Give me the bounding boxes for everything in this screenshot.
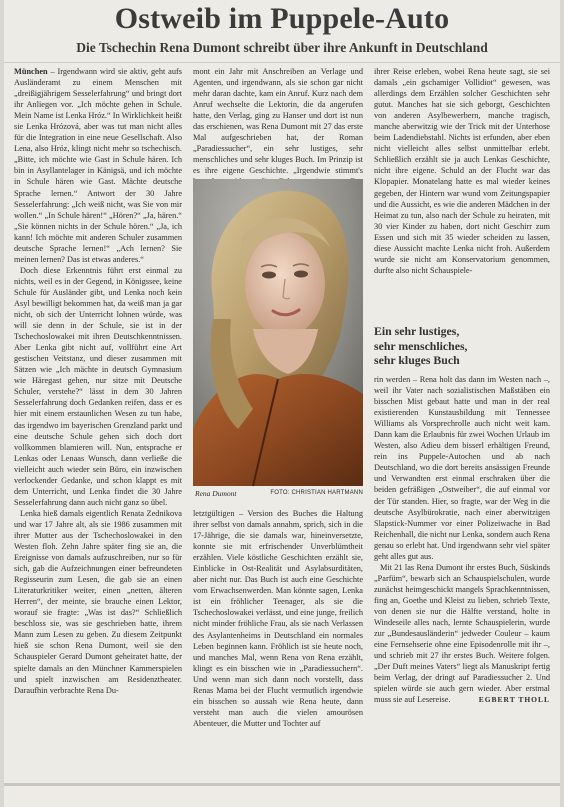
article-column-3-bottom [374,374,550,784]
paragraph: rin werden – Rena holt das dann im Westen nach –, weil ihr Vater nach sozialistischen Maßstäben ein bisschen Mist gebaut hatte und man in der real existierenden Kunstausbildung mit Tennessee Williams als Vorsprechrolle auch nicht weit kam. Dann kam die Erlaubnis für zwei Wochen Urlaub im Westen, also Adieu dem bisserl erhältigen Freund, rein ins Puppele-Autochen und ab nach Deutschland, wo die dort bereits ansässigen Freunde und Verwandten erst einmal erschraken über die beiden gefräßigen „Ostweiber“, die auf einmal vor der Tür standen. Hier, so fragte, war der Weg in die deutsche Asylbürokratie, nach einer aberwitzigen Slapstick-Nummer vor einer Polizeiwache in Bad Reichenhall, die nicht nur Lenka, sondern auch Rena genau so erlebt hat. Und irgendwann sehr viel später geht alles gut aus. [374,375,550,561]
photo-credit: FOTO: CHRISTIAN HARTMANN [270,490,363,496]
paragraph: mont ein Jahr mit Anschreiben an Verlage und Agenten, und irgendwann, als sie schon gar nicht mehr daran dachte, kam ein Anruf. Kurz nach dem Anruf wechselte die Lektorin, die da angerufen hatte, den Verlag, ging zu Hanser und dort ist nun das erschienen, was Rena Dumont mit 27 das erste Mal aufgeschrieben hat, der Roman „Paradiessucher“, ein sehr lustiges, sehr menschliches und sehr kluges Buch. Im Prinzip ist es ihre eigene Geschichte. „Irgendwie stimmt's [193,67,363,176]
article-column-1 [14,66,182,782]
subheadline: Die Tschechin Rena Dumont schreibt über ihre Ankunft in Deutschland [76,40,488,55]
article-column-3-top [374,66,550,306]
fold-line [4,62,560,63]
pull-quote-line: sehr menschliches, [374,338,468,353]
paragraph: letztgültigen – Version des Buches die Haltung ihrer selbst von damals annahm, sprich, sich in die 17-Jährige, die sie damals war, hineinversetzte, konnte sie mit erfrischender Unverblümtheit erzählen. Viele köstliche Geschichten erzählt sie, Einblicke in Ost-Realität und Asylabsurditäten, aber nicht nur. Das Buch ist auch eine Geschichte vom Erwachsenwerden. Man könnte sagen, Lenka ist ein fröhlicher Teenager, als sie die Tschechoslowakei verlässt, und eine junge, freilich nicht minder fröhliche Frau, als sie nach Verlassen des Asylantenheims in Deutschland ein normales Leben beginnen kann. Fröhlich ist sie heute noch, und manches Mal, wenn Rena von Rena erzählt, klingt es ein bisschen wie in „Paradiessuchern“. Und wenn man sich dann noch vorstellt, dass Renas Mama bei der Flucht vermutlich irgendwie ein bisschen so aussah wie Rena heute, dann versteht man auch die vielen amourösen Abenteuer, die Mutter und Tochter auf [193,509,363,728]
page-edge [4,783,560,786]
dateline: München [14,67,48,76]
pull-quote-line: sehr kluges Buch [374,353,460,367]
paragraph: Lenka hieß damals eigentlich Renata Zednikova und war 17 Jahre alt, als sie 1986 zusammen mit ihrer Mutter aus der Tschechoslowakei in den Westen floh. Zehn Jahre später fing sie an, die Ereignisse von damals aufzuschreiben, nur so für sich, gab die Aufzeichnungen einer befreundeten Regisseurin zum Lesen, die gab sie an einen Literaturkritiker weiter, einen „netten, älteren Herren“, der meinte, sie brauche einen Lektor, worauf sie fragte: „Was ist das?“ Schließlich beschloss sie, was sie geschrieben hatte, ihrem Mann zum Lesen zu geben. Zu diesem Zeitpunkt hieß sie schon Rena Dumont, weil sie den Schauspieler Gerard Dumont geheiratet hatte, der spielte damals an den Münchner Kammerspielen und spielt inzwischen am Residenztheater. Daraufhin verbrachte Rena Du- [14,508,182,695]
article-column-2-top [193,66,363,174]
paragraph: Doch diese Erkenntnis führt erst einmal zu nichts, weil es in der Gegend, in Königssee, keine Schule für Ausländer gibt, und Lenka noch kein Asyl bewilligt bekommen hat, da weiß man ja gar nicht, ob sich der Unterricht lohnen würde, was will sie denn in der Schule, sie ist in der Tschechoslowakei mit ihren Deutschkenntnissen. Aber Lenka gibt nicht auf, vollführt eine Art gestischen Veitstanz, und dieser zusammen mit Sätzen wie „Ich mächte in deutsch Gymnasium wie Häregast gehen, nur sitze mit Deutsche Schuler, verstehe?“ lässt in dem 30 Jahren Sesselerfahrung doch Gedanken reifen, dass er es hier mit einem erstaunlichen Wesen zu tun habe, das irgendwo im bayerischen Grenzland parkt und eine deutsche Schule gehen sich doch dort vollkommen blamieren will. Nun, entsprache er Lenkas oder Lenaas Wunsch, dann verließe die vielleicht auch wieder sein Büro, ein inzwischen verlockender Gedanke, und schon klappt es mit dem Unterricht, und Lenka findet die 30 Jahre Sesselerfahrung dann auch nicht ganz so übel. [14,265,182,507]
paragraph-text: – Irgendwann wird sie aktiv, geht aufs Ausländeramt zu einem Menschen mit „dreißigjährigem Sesselerfahrung“ und bringt dort ihr Anliegen vor. „Ich möchte gehen in Schule. Mein Name ist Lenka Hróz.“ In Wirklichkeit heißt sie Lenka Hrózová, aber was tut man nicht alles für die Integration in eine neue Gesellschaft. Also Lena, also Hróz, klingt nicht mehr so tschechisch. „Bitte, ich möchte wie Gast in Schule hären. Ich bin in Asyllantelager in Känigsä, und ich möchte in Schule hären wie Gast. Mächte deutsche Sprache lernen.“ Antwort der 30 Jahre Sesselerfahrung: „Ich weiß nicht, was Sie von mir wollen.“ „In Schule hären!“ „Hören?“ „Ja, hären.“ „Sie können nichts in der Schule hören.“ „Ja, ich kann! Ich möchte mit anderen Schuler zusammen deutsche Sprache lernen!“ „Ach lernen? Sie meinen lernen? Das ist etwas anderes.“ [14,67,182,264]
photo-caption [193,489,363,501]
article-column-2-bottom [193,508,363,780]
portrait-image [193,179,363,486]
paragraph [14,66,182,265]
portrait-photo [193,179,363,486]
paragraph-text: Mit 21 las Rena Dumont ihr erstes Buch, Süskinds „Parfüm“, bewarb sich an Schauspielschulen, wurde zunächst heimgeschickt mangels Sprachkenntnissen, fing an, Goethe und Kleist zu lieben, schrieb Texte, von denen sie nur die Hälfte verstand, holte in Windeseile alles nach, lernte Schauspielerin, wurde zur „Bundesausländerin“ jedweder Couleur – kaum eine Fernsehserie ohne eine Episodenrolle mit ihr –, und schrieb mit 27 ihr erstes Buch. Weitere folgen. „Der Duft meines Vaters“ liegt als Manuskript fertig beim Verlag, der dringt auf Paradiessucher 2. Und spielen würde sie auch gern wieder. Aber erstmal muss sie auf Lesereise. [374,562,550,705]
headline: Ostweib im Puppele-Auto [114,2,450,35]
pull-quote [374,324,550,368]
paragraph: ihrer Reise erleben, wobei Rena heute sagt, sie sei damals „ein gschamiger Vollidiot“ gewesen, was allerdings dem Erzählen solcher Geschichten sehr gutut. Manches hat sie sich geborgt, Geschichten von anderen Asylbewerbern, manche tragisch, manche aberwitzig wie der Trick mit der Unterhose beim Ladendiebstahl. Nichts ist erfunden, aber eben nicht vielleicht alles selbst unmittelbar erlebt. Schließlich erzählt sie ja auch Lenkas Geschichte, nicht ihre eigene. Schuld an der Flucht war das Klopapier. Monatelang hatte es mal wieder keines gegeben, der Hintern war wund vom Zeitungspapier und die Aussicht, es wie die anderen Mädchen in der Heimat zu tun, also nach der Schule zu heiraten, mit 30 vier Kinder zu haben, dort nicht Geschirr zum Essen und sich mit 35 wieder scheiden zu lassen, diese Aussicht machte Lenka nicht froh. Außerdem wurde sie nicht am Konservatorium genommen, durfte also nicht Schauspiele- [374,67,550,275]
paragraph [374,562,550,706]
author-signature: EGBERT THOLL [478,695,550,705]
caption-name: Rena Dumont [195,489,237,498]
newspaper-page [4,0,560,807]
pull-quote-line: Ein sehr lustiges, [374,324,460,338]
